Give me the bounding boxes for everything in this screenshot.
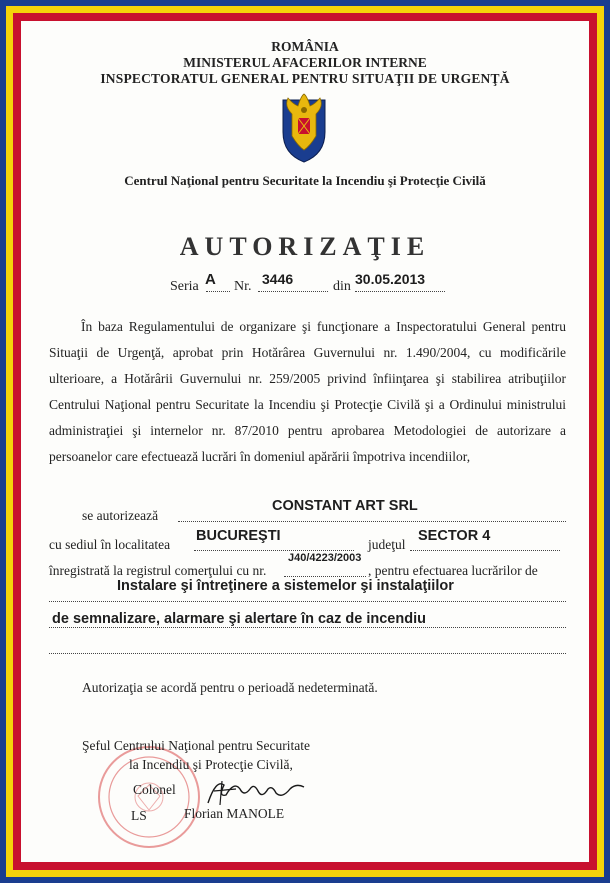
county-dots (410, 550, 560, 551)
seria-value: A (205, 271, 216, 288)
works-line1: Instalare şi întreţinere a sistemelor şi instalaţiilor (117, 578, 454, 594)
seria-dots (206, 291, 230, 292)
works-line2-dots (49, 627, 566, 628)
locality-dots (194, 550, 354, 551)
header-ministry: MINISTERUL AFACERILOR INTERNE (183, 55, 427, 70)
locality-value: BUCUREŞTI (196, 528, 281, 544)
authorized-label: se autorizează (82, 508, 159, 523)
signatory-name: Florian MANOLE (184, 806, 285, 821)
nr-dots (258, 291, 328, 292)
signatory-title-line1: Şeful Centrului Naţional pentru Securitate (82, 738, 310, 753)
nr-value: 3446 (262, 271, 294, 287)
din-label: din (333, 279, 351, 294)
handwritten-signature (200, 775, 310, 809)
validity-text: Autorizaţia se acordă pentru o perioadă nedeterminată. (82, 680, 378, 695)
legal-paragraph-text: În baza Regulamentului de organizare şi funcţionare a Inspectoratului General pentru Situaţii de Urgenţă, aprobat prin Hotărârea Guvernului nr. 1.490/2004, cu modificările ulterioare, a Hotărârii Guvernului nr. 259/2005 privind înfiinţarea şi stabilirea atribuţiilor Centrului Naţional pentru Securitate la Incendiu şi Protecţie Civilă şi a Ordinului ministrului administraţiei şi internelor nr. 87/2010 pentru aprobarea Metodologiei de autorizare a persoanelor care efectuează lucrări în domeniul apărării împotriva incendiilor, (49, 319, 566, 464)
header-inspectorate: INSPECTORATUL GENERAL PENTRU SITUAŢII DE URGENŢĂ (100, 71, 510, 86)
company-name: CONSTANT ART SRL (272, 498, 418, 514)
works-line2: de semnalizare, alarmare şi alertare în caz de incendiu (52, 611, 426, 627)
coat-of-arms-icon (279, 92, 329, 164)
register-number: J40/4223/2003 (288, 552, 362, 564)
works-label: , pentru efectuarea lucrărilor de (368, 563, 538, 578)
works-line3-dots (49, 653, 566, 654)
register-label: înregistrată la registrul comerţului cu nr. (49, 563, 267, 578)
ls-mark: LS (131, 808, 147, 823)
date-value: 30.05.2013 (355, 271, 426, 287)
county-label: judeţul (368, 537, 406, 552)
county-value: SECTOR 4 (418, 528, 491, 544)
center-name: Centrul Naţional pentru Securitate la Incendiu şi Protecţie Civilă (124, 173, 486, 188)
company-dots (178, 521, 566, 522)
nr-label: Nr. (234, 279, 252, 294)
signatory-title-line2: la Incendiu şi Protecţie Civilă, (129, 757, 293, 772)
legal-paragraph (49, 314, 566, 470)
seria-label: Seria (170, 279, 199, 294)
works-line1-dots (49, 601, 566, 602)
header-country: ROMÂNIA (271, 39, 339, 54)
register-dots (284, 576, 366, 577)
date-dots (355, 291, 445, 292)
seat-label: cu sediul în localitatea (49, 537, 171, 552)
document-title: AUTORIZAŢIE (179, 232, 431, 261)
signatory-rank: Colonel (133, 782, 176, 797)
